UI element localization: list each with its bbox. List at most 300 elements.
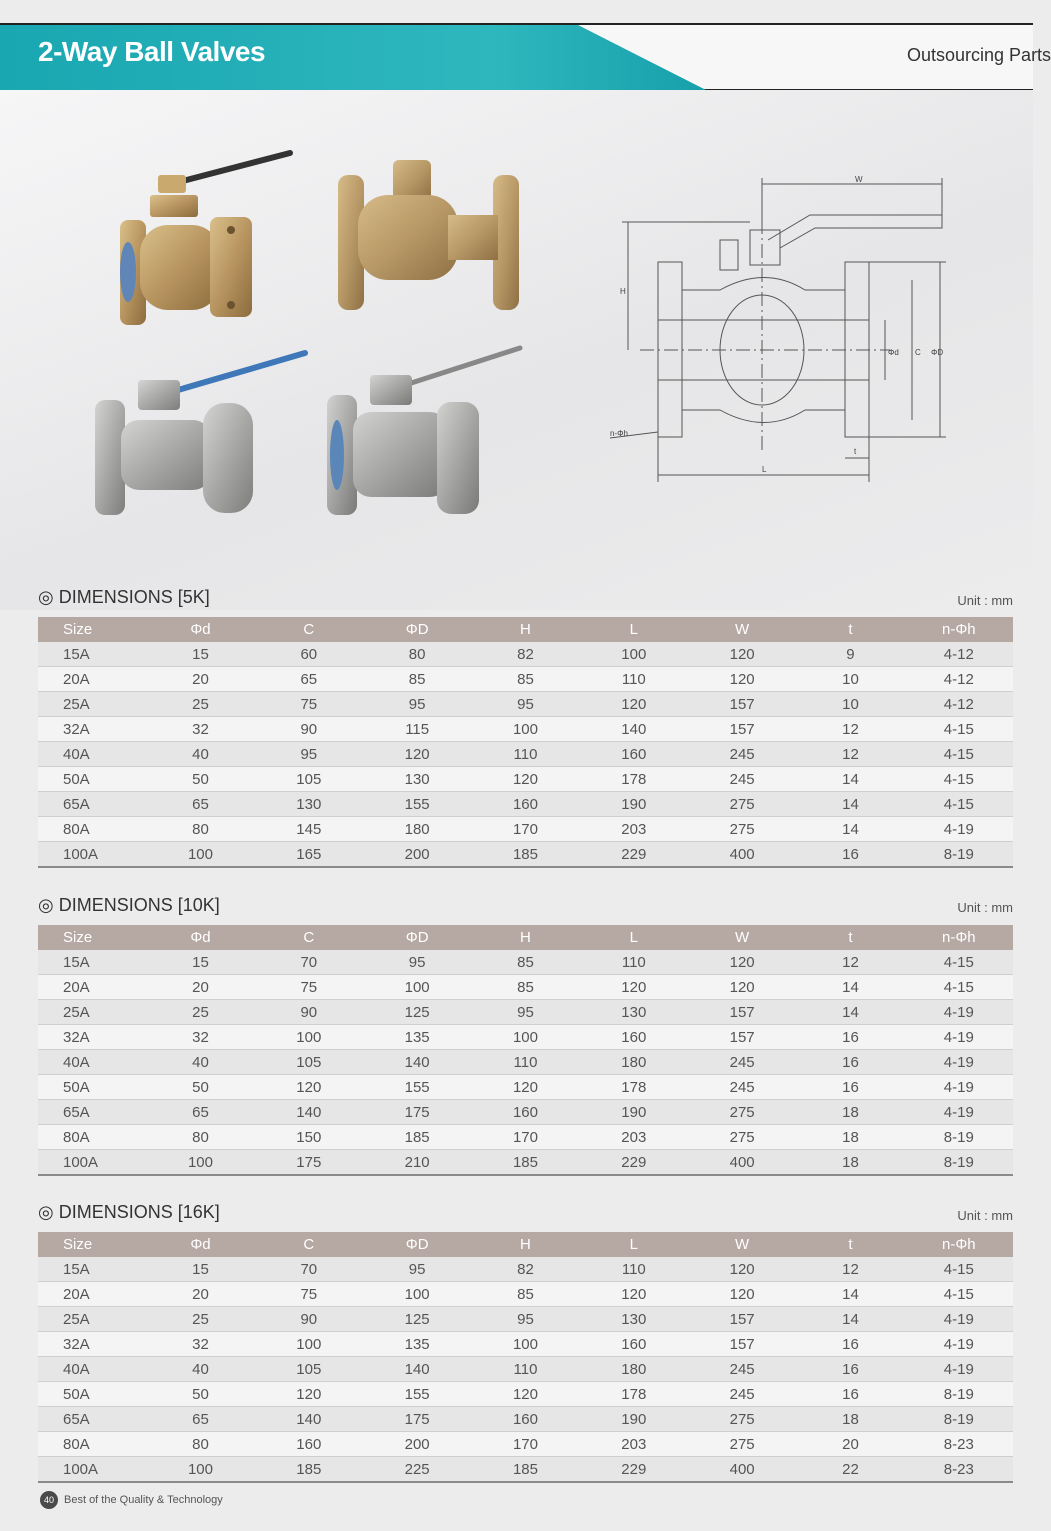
table-cell: 130 <box>580 1000 688 1025</box>
table-cell: 120 <box>580 1282 688 1307</box>
table-cell: 245 <box>688 1357 796 1382</box>
col-header: n-Φh <box>905 925 1013 950</box>
table-cell: 400 <box>688 1150 796 1176</box>
table-cell: 14 <box>796 1000 904 1025</box>
page-number-badge: 40 <box>40 1491 58 1509</box>
table-cell: 20 <box>146 1282 254 1307</box>
table-cell: 15A <box>38 642 146 667</box>
table-cell: 145 <box>255 817 363 842</box>
table-body <box>38 1257 1013 1482</box>
table-cell: 12 <box>796 1257 904 1282</box>
col-header: L <box>580 1232 688 1257</box>
table-cell: 12 <box>796 742 904 767</box>
table-cell: 120 <box>471 1382 579 1407</box>
table-cell: 275 <box>688 1432 796 1457</box>
table-cell: 100 <box>363 975 471 1000</box>
table-cell: 32 <box>146 717 254 742</box>
table-cell: 245 <box>688 1382 796 1407</box>
table-cell: 15 <box>146 1257 254 1282</box>
table-cell: 18 <box>796 1407 904 1432</box>
col-header: H <box>471 1232 579 1257</box>
col-header: L <box>580 617 688 642</box>
table-cell: 75 <box>255 692 363 717</box>
section-tag: Outsourcing Parts <box>907 45 1051 65</box>
table-cell: 120 <box>688 642 796 667</box>
table-cell: 8-23 <box>905 1457 1013 1483</box>
table-row <box>38 767 1013 792</box>
footer-tagline: Best of the Quality & Technology <box>64 1494 223 1506</box>
table-header-row <box>38 1232 1013 1257</box>
valve-technical-drawing <box>600 170 960 490</box>
table-cell: 120 <box>688 667 796 692</box>
t-dim-label: t <box>854 447 857 456</box>
table-cell: 10 <box>796 667 904 692</box>
table-cell: 178 <box>580 767 688 792</box>
table-cell: 20A <box>38 1282 146 1307</box>
table-row <box>38 950 1013 975</box>
table-cell: 200 <box>363 1432 471 1457</box>
table-cell: 100 <box>471 1332 579 1357</box>
col-header: W <box>688 617 796 642</box>
table-row <box>38 1332 1013 1357</box>
col-header: t <box>796 617 904 642</box>
table-cell: 4-15 <box>905 717 1013 742</box>
page-footer <box>40 1491 223 1509</box>
table-cell: 90 <box>255 717 363 742</box>
table-cell: 20 <box>146 667 254 692</box>
col-header: W <box>688 1232 796 1257</box>
col-header: ΦD <box>363 617 471 642</box>
table-cell: 203 <box>580 817 688 842</box>
table-cell: 160 <box>471 1100 579 1125</box>
col-header: Φd <box>146 1232 254 1257</box>
table-cell: 100 <box>471 717 579 742</box>
table-cell: 4-19 <box>905 1025 1013 1050</box>
table-cell: 157 <box>688 1025 796 1050</box>
col-header: C <box>255 1232 363 1257</box>
table-row <box>38 1357 1013 1382</box>
table-cell: 4-15 <box>905 975 1013 1000</box>
table-cell: 120 <box>471 767 579 792</box>
table-cell: 120 <box>580 975 688 1000</box>
table-cell: 100 <box>255 1332 363 1357</box>
table-cell: 110 <box>580 667 688 692</box>
table-cell: 8-19 <box>905 1407 1013 1432</box>
col-header: Size <box>38 617 146 642</box>
d-big-dim-label: ΦD <box>931 348 944 357</box>
table-cell: 210 <box>363 1150 471 1176</box>
dimensions-table-10k <box>38 925 1013 1176</box>
table-cell: 115 <box>363 717 471 742</box>
table-cell: 245 <box>688 742 796 767</box>
table-cell: 4-19 <box>905 1357 1013 1382</box>
table-cell: 40 <box>146 1357 254 1382</box>
table-cell: 20A <box>38 975 146 1000</box>
table-cell: 100 <box>146 1457 254 1483</box>
table-cell: 157 <box>688 1000 796 1025</box>
table-cell: 140 <box>255 1407 363 1432</box>
table-row <box>38 817 1013 842</box>
table-cell: 75 <box>255 975 363 1000</box>
table-cell: 4-19 <box>905 1332 1013 1357</box>
table-cell: 15 <box>146 642 254 667</box>
table-body <box>38 642 1013 867</box>
table-cell: 15A <box>38 1257 146 1282</box>
table-cell: 25A <box>38 1000 146 1025</box>
table-cell: 245 <box>688 1050 796 1075</box>
table-cell: 4-15 <box>905 742 1013 767</box>
table-cell: 120 <box>688 1257 796 1282</box>
table-cell: 120 <box>363 742 471 767</box>
table-cell: 100 <box>363 1282 471 1307</box>
col-header: ΦD <box>363 1232 471 1257</box>
table-cell: 160 <box>580 1332 688 1357</box>
dimensions-table-16k <box>38 1232 1013 1483</box>
table-cell: 155 <box>363 792 471 817</box>
table-cell: 32 <box>146 1025 254 1050</box>
table-row <box>38 692 1013 717</box>
table-cell: 25 <box>146 1307 254 1332</box>
table-row <box>38 1382 1013 1407</box>
table-cell: 120 <box>688 950 796 975</box>
table-cell: 32A <box>38 717 146 742</box>
table-cell: 120 <box>580 692 688 717</box>
h-dim-label: H <box>620 287 626 296</box>
col-header: W <box>688 925 796 950</box>
table-cell: 175 <box>363 1407 471 1432</box>
l-dim-label: L <box>762 465 767 474</box>
table-cell: 8-19 <box>905 1382 1013 1407</box>
table-row <box>38 1457 1013 1483</box>
unit-label-10k: Unit : mm <box>957 900 1013 915</box>
table-row <box>38 1150 1013 1176</box>
section-title-16k: ◎ DIMENSIONS [16K] <box>38 1202 220 1222</box>
section-title-10k: ◎ DIMENSIONS [10K] <box>38 895 220 915</box>
table-cell: 65 <box>255 667 363 692</box>
table-cell: 140 <box>255 1100 363 1125</box>
table-cell: 135 <box>363 1025 471 1050</box>
table-cell: 120 <box>688 975 796 1000</box>
table-cell: 160 <box>580 1025 688 1050</box>
table-cell: 95 <box>363 1257 471 1282</box>
table-cell: 178 <box>580 1382 688 1407</box>
table-cell: 40A <box>38 742 146 767</box>
table-cell: 130 <box>255 792 363 817</box>
table-cell: 20A <box>38 667 146 692</box>
table-row <box>38 1000 1013 1025</box>
table-cell: 185 <box>471 1150 579 1176</box>
table-cell: 16 <box>796 1332 904 1357</box>
table-cell: 225 <box>363 1457 471 1483</box>
table-cell: 15A <box>38 950 146 975</box>
page-title: 2-Way Ball Valves <box>38 36 266 67</box>
table-row <box>38 1025 1013 1050</box>
table-cell: 8-23 <box>905 1432 1013 1457</box>
table-cell: 245 <box>688 767 796 792</box>
table-cell: 100 <box>471 1025 579 1050</box>
col-header: t <box>796 1232 904 1257</box>
section-title-5k: ◎ DIMENSIONS [5K] <box>38 587 210 607</box>
table-cell: 65 <box>146 792 254 817</box>
table-cell: 9 <box>796 642 904 667</box>
table-cell: 157 <box>688 717 796 742</box>
table-row <box>38 1432 1013 1457</box>
table-row <box>38 1307 1013 1332</box>
table-row <box>38 1075 1013 1100</box>
table-cell: 275 <box>688 1125 796 1150</box>
table-cell: 110 <box>471 1050 579 1075</box>
table-cell: 85 <box>471 950 579 975</box>
table-cell: 4-15 <box>905 767 1013 792</box>
table-row <box>38 1100 1013 1125</box>
table-cell: 14 <box>796 767 904 792</box>
table-cell: 275 <box>688 1100 796 1125</box>
table-cell: 50 <box>146 767 254 792</box>
table-cell: 130 <box>580 1307 688 1332</box>
table-row <box>38 1257 1013 1282</box>
col-header: ΦD <box>363 925 471 950</box>
table-row <box>38 742 1013 767</box>
table-cell: 180 <box>363 817 471 842</box>
w-dim-label: W <box>855 175 863 184</box>
table-cell: 4-19 <box>905 1307 1013 1332</box>
table-row <box>38 792 1013 817</box>
col-header: t <box>796 925 904 950</box>
table-cell: 14 <box>796 1307 904 1332</box>
table-cell: 80 <box>146 1432 254 1457</box>
table-cell: 135 <box>363 1332 471 1357</box>
table-row <box>38 717 1013 742</box>
table-cell: 25 <box>146 1000 254 1025</box>
table-cell: 400 <box>688 842 796 868</box>
table-cell: 4-19 <box>905 1075 1013 1100</box>
table-cell: 82 <box>471 1257 579 1282</box>
table-cell: 90 <box>255 1000 363 1025</box>
table-cell: 140 <box>363 1050 471 1075</box>
table-cell: 65A <box>38 1100 146 1125</box>
table-cell: 25 <box>146 692 254 717</box>
table-cell: 70 <box>255 950 363 975</box>
table-cell: 25A <box>38 692 146 717</box>
table-cell: 12 <box>796 717 904 742</box>
table-cell: 95 <box>471 1307 579 1332</box>
table-cell: 165 <box>255 842 363 868</box>
table-cell: 80 <box>146 1125 254 1150</box>
table-cell: 50 <box>146 1075 254 1100</box>
table-cell: 229 <box>580 842 688 868</box>
col-header: Size <box>38 1232 146 1257</box>
col-header: Φd <box>146 617 254 642</box>
table-cell: 185 <box>471 1457 579 1483</box>
table-row <box>38 975 1013 1000</box>
table-cell: 18 <box>796 1100 904 1125</box>
table-cell: 120 <box>688 1282 796 1307</box>
table-cell: 120 <box>471 1075 579 1100</box>
d-small-dim-label: Φd <box>888 348 899 357</box>
table-cell: 95 <box>471 1000 579 1025</box>
table-cell: 15 <box>146 950 254 975</box>
table-cell: 65 <box>146 1407 254 1432</box>
table-cell: 20 <box>146 975 254 1000</box>
stainless-ball-valve-photo-2 <box>325 340 525 520</box>
table-cell: 14 <box>796 792 904 817</box>
table-row <box>38 1407 1013 1432</box>
table-cell: 160 <box>580 742 688 767</box>
table-cell: 100A <box>38 842 146 868</box>
table-cell: 275 <box>688 792 796 817</box>
nh-dim-label: n-Φh <box>610 429 628 438</box>
table-cell: 170 <box>471 1432 579 1457</box>
table-cell: 160 <box>471 792 579 817</box>
table-cell: 150 <box>255 1125 363 1150</box>
table-cell: 80A <box>38 817 146 842</box>
table-cell: 4-12 <box>905 667 1013 692</box>
table-cell: 155 <box>363 1075 471 1100</box>
table-cell: 100 <box>580 642 688 667</box>
table-cell: 95 <box>363 950 471 975</box>
table-cell: 185 <box>363 1125 471 1150</box>
table-cell: 16 <box>796 1357 904 1382</box>
table-cell: 170 <box>471 817 579 842</box>
table-cell: 32A <box>38 1332 146 1357</box>
table-cell: 90 <box>255 1307 363 1332</box>
table-cell: 4-19 <box>905 817 1013 842</box>
table-cell: 25A <box>38 1307 146 1332</box>
table-cell: 180 <box>580 1050 688 1075</box>
table-cell: 160 <box>255 1432 363 1457</box>
table-row <box>38 642 1013 667</box>
table-cell: 40A <box>38 1050 146 1075</box>
table-cell: 80 <box>363 642 471 667</box>
table-cell: 229 <box>580 1150 688 1176</box>
table-body <box>38 950 1013 1175</box>
table-cell: 185 <box>255 1457 363 1483</box>
table-cell: 8-19 <box>905 842 1013 868</box>
table-header-row <box>38 617 1013 642</box>
table-cell: 14 <box>796 975 904 1000</box>
table-cell: 110 <box>471 1357 579 1382</box>
table-cell: 8-19 <box>905 1125 1013 1150</box>
table-cell: 20 <box>796 1432 904 1457</box>
table-cell: 4-12 <box>905 692 1013 717</box>
table-cell: 155 <box>363 1382 471 1407</box>
table-cell: 14 <box>796 1282 904 1307</box>
table-cell: 157 <box>688 1307 796 1332</box>
table-cell: 203 <box>580 1432 688 1457</box>
table-cell: 400 <box>688 1457 796 1483</box>
table-cell: 85 <box>471 1282 579 1307</box>
table-cell: 275 <box>688 817 796 842</box>
table-cell: 40 <box>146 742 254 767</box>
table-cell: 105 <box>255 767 363 792</box>
table-cell: 65A <box>38 792 146 817</box>
table-cell: 16 <box>796 1075 904 1100</box>
table-cell: 100A <box>38 1457 146 1483</box>
table-cell: 229 <box>580 1457 688 1483</box>
table-cell: 16 <box>796 1025 904 1050</box>
table-cell: 185 <box>471 842 579 868</box>
table-cell: 200 <box>363 842 471 868</box>
table-cell: 50 <box>146 1382 254 1407</box>
table-cell: 110 <box>580 950 688 975</box>
table-cell: 60 <box>255 642 363 667</box>
table-cell: 120 <box>255 1075 363 1100</box>
table-cell: 32 <box>146 1332 254 1357</box>
table-cell: 95 <box>255 742 363 767</box>
table-cell: 4-15 <box>905 792 1013 817</box>
c-dim-label: C <box>915 348 921 357</box>
table-header-row <box>38 925 1013 950</box>
table-cell: 4-19 <box>905 1000 1013 1025</box>
table-cell: 65 <box>146 1100 254 1125</box>
table-cell: 16 <box>796 1382 904 1407</box>
stainless-ball-valve-photo-1 <box>93 345 313 520</box>
col-header: n-Φh <box>905 617 1013 642</box>
table-cell: 40 <box>146 1050 254 1075</box>
table-cell: 125 <box>363 1000 471 1025</box>
table-cell: 100 <box>146 1150 254 1176</box>
table-row <box>38 1282 1013 1307</box>
table-cell: 275 <box>688 1407 796 1432</box>
col-header: H <box>471 925 579 950</box>
col-header: C <box>255 925 363 950</box>
bronze-ball-valve-photo <box>110 145 305 330</box>
table-cell: 12 <box>796 950 904 975</box>
table-cell: 16 <box>796 842 904 868</box>
table-cell: 190 <box>580 1407 688 1432</box>
table-cell: 170 <box>471 1125 579 1150</box>
col-header: C <box>255 617 363 642</box>
table-row <box>38 667 1013 692</box>
unit-label-5k: Unit : mm <box>957 593 1013 608</box>
table-cell: 130 <box>363 767 471 792</box>
table-cell: 80A <box>38 1432 146 1457</box>
col-header: H <box>471 617 579 642</box>
table-cell: 245 <box>688 1075 796 1100</box>
table-cell: 50A <box>38 1382 146 1407</box>
table-cell: 180 <box>580 1357 688 1382</box>
table-cell: 18 <box>796 1125 904 1150</box>
table-row <box>38 842 1013 868</box>
table-row <box>38 1125 1013 1150</box>
table-cell: 95 <box>471 692 579 717</box>
table-cell: 105 <box>255 1357 363 1382</box>
table-cell: 85 <box>471 667 579 692</box>
table-cell: 175 <box>363 1100 471 1125</box>
col-header: Size <box>38 925 146 950</box>
table-cell: 85 <box>471 975 579 1000</box>
table-cell: 16 <box>796 1050 904 1075</box>
table-cell: 100 <box>146 842 254 868</box>
table-row <box>38 1050 1013 1075</box>
col-header: n-Φh <box>905 1232 1013 1257</box>
table-cell: 50A <box>38 1075 146 1100</box>
table-cell: 157 <box>688 692 796 717</box>
table-cell: 14 <box>796 817 904 842</box>
table-cell: 110 <box>471 742 579 767</box>
table-cell: 203 <box>580 1125 688 1150</box>
table-cell: 95 <box>363 692 471 717</box>
table-cell: 4-19 <box>905 1100 1013 1125</box>
table-cell: 190 <box>580 1100 688 1125</box>
table-cell: 4-15 <box>905 1282 1013 1307</box>
table-cell: 80 <box>146 817 254 842</box>
table-cell: 50A <box>38 767 146 792</box>
table-cell: 75 <box>255 1282 363 1307</box>
table-cell: 82 <box>471 642 579 667</box>
table-cell: 4-15 <box>905 950 1013 975</box>
unit-label-16k: Unit : mm <box>957 1208 1013 1223</box>
